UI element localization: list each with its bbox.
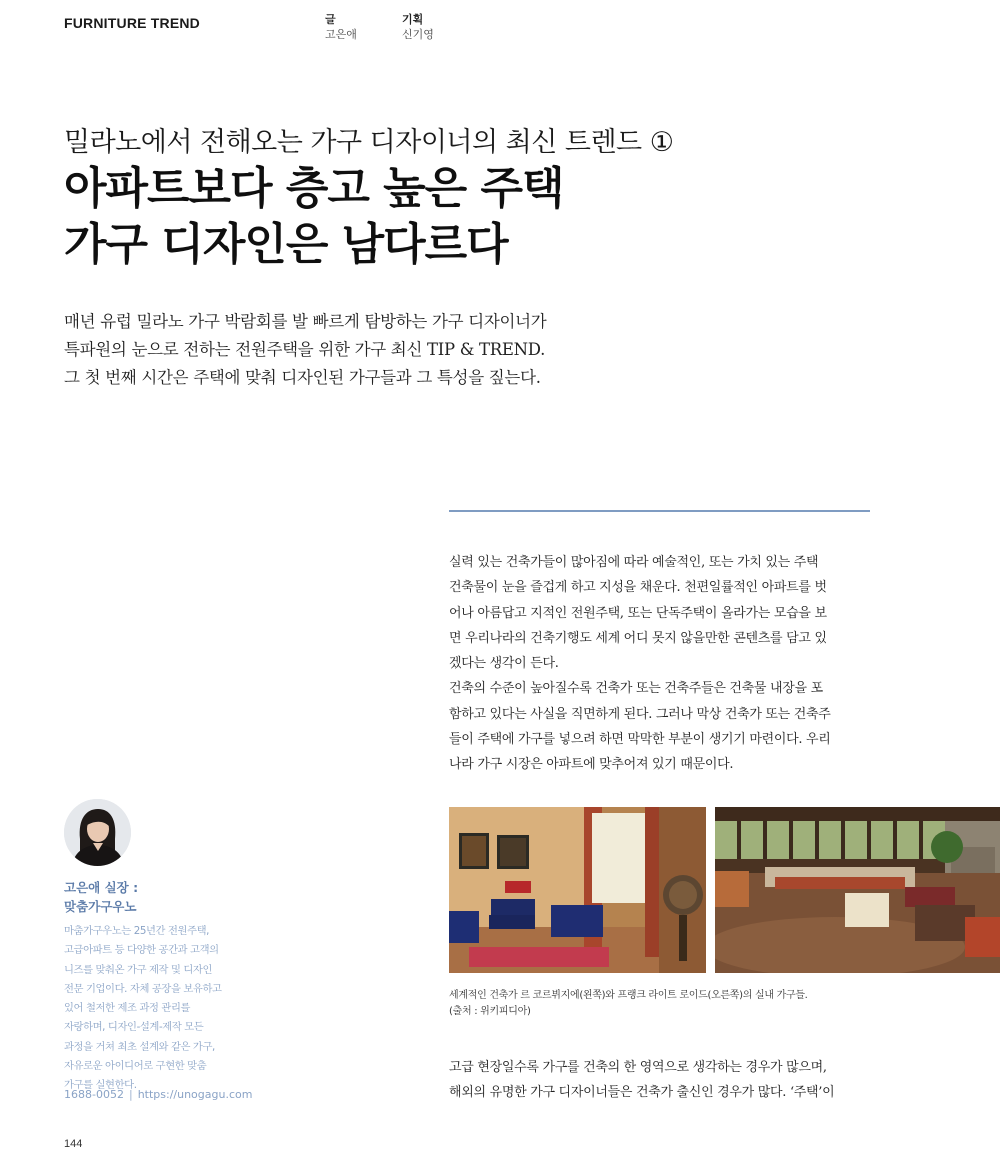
- body-line: 함하고 있다는 사실을 직면하게 된다. 그러나 막상 건축가 또는 건축주: [449, 706, 831, 722]
- caption-source: (출처 : 위키피디아): [449, 1006, 531, 1017]
- body-line: 해외의 유명한 가구 디자이너들은 건축가 출신인 경우가 많다. ‘주택’이: [449, 1085, 835, 1101]
- lead-line: 특파원의 눈으로 전하는 전원주택을 위한 가구 최신 TIP & TREND.: [64, 340, 546, 359]
- contact-phone: 1688-0052: [64, 1088, 124, 1101]
- description-line: 가구를 실현한다.: [64, 1079, 137, 1092]
- body-line: 고급 현장일수록 가구를 건축의 한 영역으로 생각하는 경우가 많으며,: [449, 1060, 827, 1075]
- headline-line-2: 가구 디자인은 남다르다: [64, 219, 508, 270]
- author-name: [64, 878, 138, 916]
- author-avatar: [64, 799, 131, 866]
- planner-name: 신기영: [402, 28, 434, 41]
- contact-separator: |: [128, 1088, 133, 1101]
- description-line: 전문 기업이다. 자체 공장을 보유하고: [64, 982, 222, 995]
- credit-writer: [325, 12, 357, 42]
- lead-line: 매년 유럽 밀라노 가구 박람회를 발 빠르게 탐방하는 가구 디자이너가: [64, 312, 547, 331]
- description-line: 마춤가구우노는 25년간 전원주택,: [64, 925, 210, 937]
- article-lead: [64, 308, 546, 392]
- author-company: 맞춤가구우노: [64, 899, 137, 914]
- photo-caption: [449, 988, 808, 1020]
- author-description: [64, 922, 222, 1096]
- body-line: 겠다는 생각이 든다.: [449, 656, 559, 672]
- body-line: 건축물이 눈을 즐겁게 하고 지성을 채운다. 천편일률적인 아파트를 벗: [449, 580, 827, 596]
- planner-role: 기획: [402, 13, 424, 26]
- photo-le-corbusier-interior: [449, 807, 706, 973]
- author-name-line: 고은애 실장 :: [64, 880, 139, 895]
- caption-line: 세계적인 건축가 르 코르뷔지에(왼쪽)와 프랭크 라이트 로이드(오른쪽)의 실내 가구들.: [449, 990, 808, 1001]
- body-line: 면 우리나라의 건축기행도 세계 어디 못지 않을만한 콘텐츠를 담고 있: [449, 630, 827, 646]
- description-line: 니즈를 맞춰온 가구 제작 및 디자인: [64, 963, 213, 976]
- description-line: 자유로운 아이디어로 구현한 맞춤: [64, 1060, 207, 1073]
- writer-name: 고은애: [325, 28, 357, 41]
- body-line: 건축의 수준이 높아질수록 건축가 또는 건축주들은 건축물 내장을 포: [449, 681, 823, 697]
- body-line: 어나 아름답고 지적인 전원주택, 또는 단독주택이 올라가는 모습을 보: [449, 605, 827, 621]
- body-line: 나라 가구 시장은 아파트에 맞추어져 있기 때문이다.: [449, 757, 734, 773]
- author-contact: [64, 1088, 252, 1101]
- section-label: FURNITURE TREND: [64, 15, 200, 31]
- body-line: 들이 주택에 가구를 넣으려 하면 막막한 부분이 생기기 마련이다. 우리: [449, 732, 831, 748]
- headline-line-1: 아파트보다 층고 높은 주택: [64, 163, 564, 214]
- article-body: [449, 550, 869, 778]
- description-line: 과정을 거쳐 최초 설계와 같은 가구,: [64, 1040, 215, 1053]
- description-line: 자랑하며, 디자인-설계-제작 모든: [64, 1021, 204, 1034]
- article-headline: [64, 161, 564, 273]
- page-number: 144: [64, 1138, 83, 1150]
- photo-frank-lloyd-wright-interior: [715, 807, 1000, 973]
- credit-planner: [402, 12, 434, 42]
- article-body-continued: [449, 1055, 869, 1106]
- lead-line: 그 첫 번째 시간은 주택에 맞춰 디자인된 가구들과 그 특성을 짚는다.: [64, 368, 541, 387]
- article-subtitle: 밀라노에서 전해오는 가구 디자이너의 최신 트렌드 ①: [64, 127, 674, 158]
- section-divider: [449, 510, 870, 512]
- writer-role: 글: [325, 13, 336, 26]
- body-line: 실력 있는 건축가들이 많아짐에 따라 예술적인, 또는 가치 있는 주택: [449, 555, 819, 570]
- contact-website-link[interactable]: https://unogagu.com: [137, 1088, 253, 1101]
- description-line: 있어 철저한 제조 과정 관리를: [64, 1002, 191, 1015]
- description-line: 고급아파트 등 다양한 공간과 고객의: [64, 944, 219, 957]
